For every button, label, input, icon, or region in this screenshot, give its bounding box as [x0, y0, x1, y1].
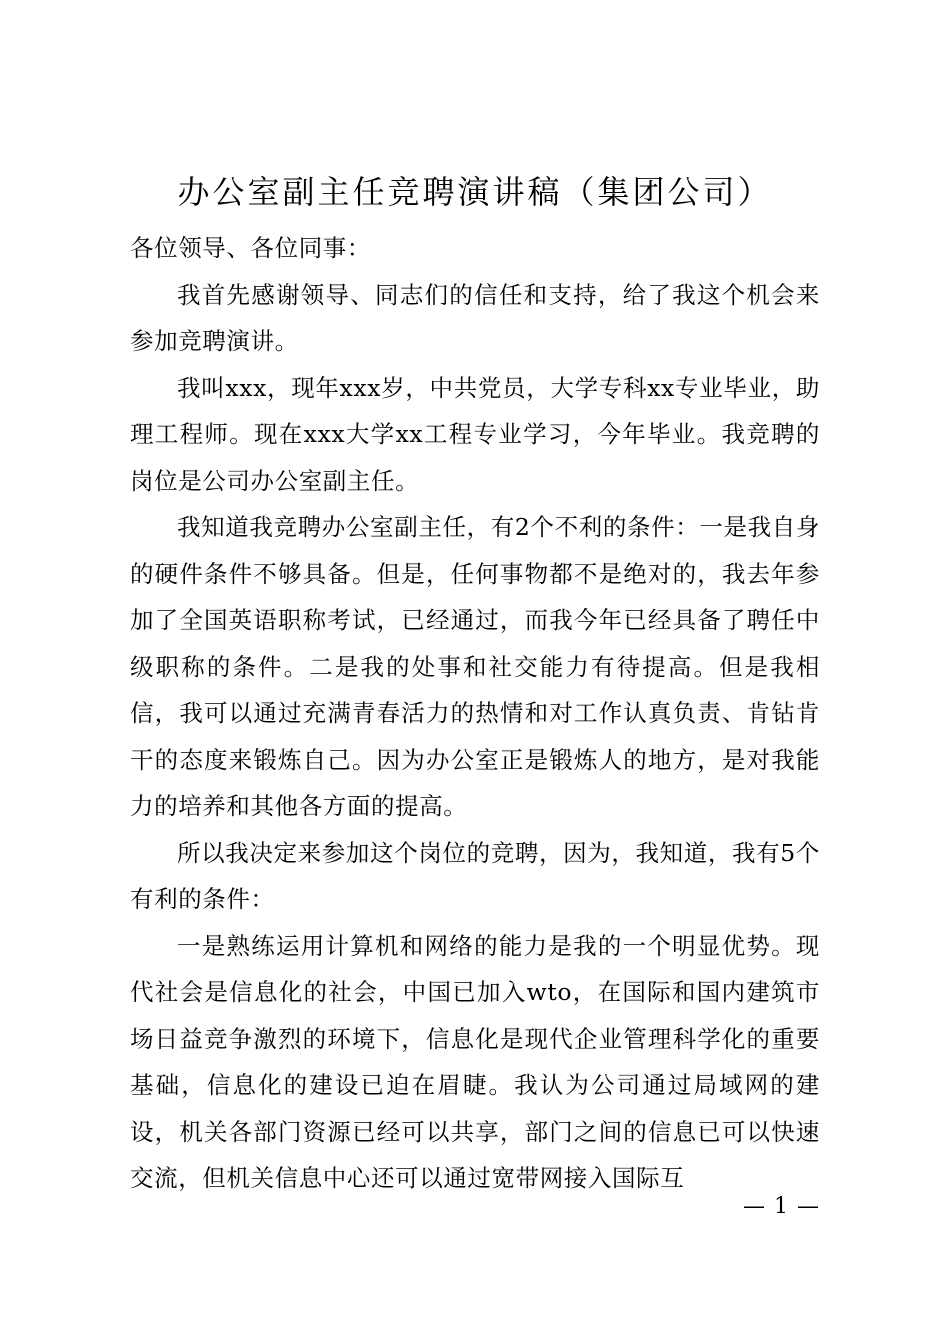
paragraph-introduction: 我叫xxx，现年xxx岁，中共党员，大学专科xx专业毕业，助理工程师。现在xxx大学xx工程专业学习，今年毕业。我竞聘的岗位是公司办公室副主任。	[130, 373, 820, 495]
paragraph-advantage-one: 一是熟练运用计算机和网络的能力是我的一个明显优势。现代社会是信息化的社会，中国已加入wto，在国际和国内建筑市场日益竞争激烈的环境下，信息化是现代企业管理科学化的重要基础，信息化的建设已迫在眉睫。我认为公司通过局域网的建设，机关各部门资源已经可以共享，部门之间的信息已可以快速交流，但机关信息中心还可以通过宽带网接入国际互	[130, 931, 820, 1192]
paragraph-disadvantages: 我知道我竞聘办公室副主任，有2个不利的条件：一是我自身的硬件条件不够具备。但是，任何事物都不是绝对的，我去年参加了全国英语职称考试，已经通过，而我今年已经具备了聘任中级职称的条件。二是我的处事和社交能力有待提高。但是我相信，我可以通过充满青春活力的热情和对工作认真负责、肯钻肯干的态度来锻炼自己。因为办公室正是锻炼人的地方，是对我能力的培养和其他各方面的提高。	[130, 513, 820, 820]
document-body	[130, 225, 820, 1202]
page-number: — 1 —	[743, 1194, 820, 1219]
salutation: 各位领导、各位同事：	[130, 234, 371, 262]
paragraph-thanks: 我首先感谢领导、同志们的信任和支持，给了我这个机会来参加竞聘演讲。	[130, 280, 820, 355]
document-title: 办公室副主任竞聘演讲稿（集团公司）	[177, 173, 773, 211]
paragraph-decision: 所以我决定来参加这个岗位的竞聘，因为，我知道，我有5个有利的条件：	[130, 838, 820, 913]
